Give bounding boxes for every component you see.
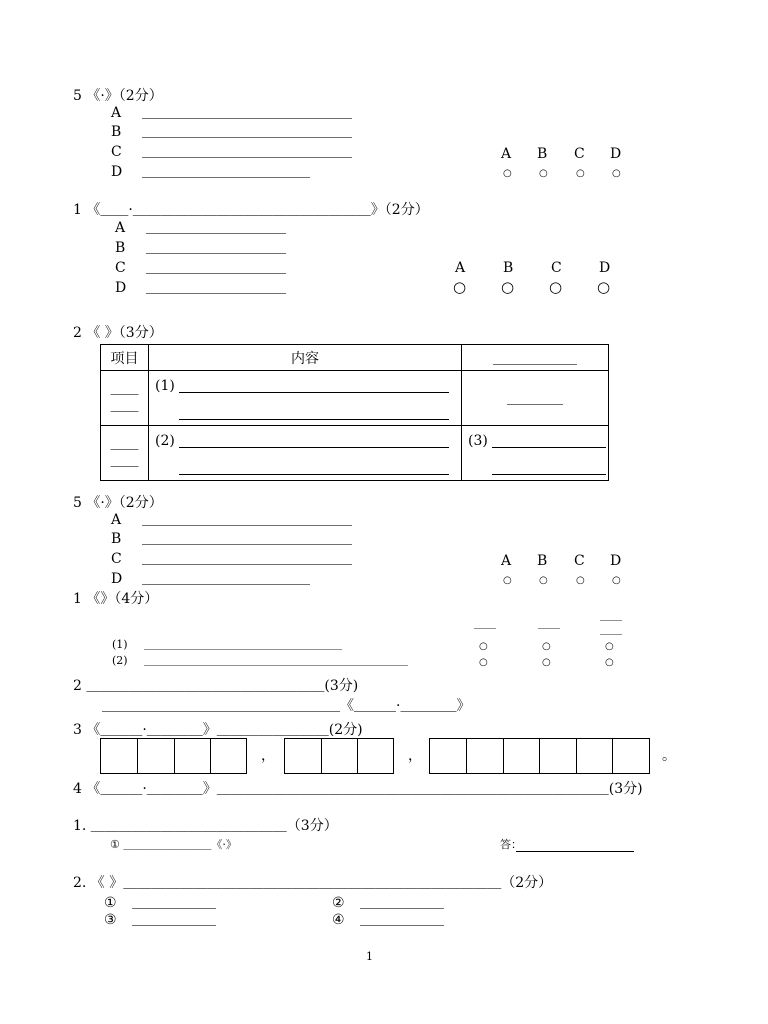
q2c-title: 2. 《 》＿＿＿＿＿＿＿＿＿＿＿＿＿＿＿＿＿＿＿＿＿＿＿＿＿＿＿（2分） <box>73 875 553 891</box>
q1a-answer-letter-a: A <box>455 260 466 276</box>
page-number: 1 <box>366 950 373 963</box>
q5a-option-a-letter: A <box>111 105 122 121</box>
q5b-option-d-letter: D <box>111 571 123 587</box>
q2b-line2: ＿＿＿＿＿＿＿＿＿＿＿＿＿＿＿＿＿《＿＿＿·＿＿＿＿》 <box>102 698 471 714</box>
q1a-option-a-text: ＿＿＿＿＿＿＿＿＿＿ <box>146 220 286 236</box>
q5a-option-c-letter: C <box>111 144 122 160</box>
q5a-option-b-letter: B <box>111 124 122 140</box>
q2-header-content: 内容 <box>149 345 462 371</box>
q3b-box-group-2[interactable] <box>284 738 394 774</box>
q1b-item1-radio-2[interactable]: ○ <box>542 641 551 652</box>
q5a-option-b-text: ＿＿＿＿＿＿＿＿＿＿＿＿＿＿＿ <box>142 124 352 140</box>
q2-header-item: 项目 <box>101 345 149 371</box>
q5b-radio-c[interactable]: ○ <box>576 575 585 586</box>
q1a-answer-letter-d: D <box>599 260 611 276</box>
q4b-title: 4 《＿＿＿·＿＿＿＿》＿＿＿＿＿＿＿＿＿＿＿＿＿＿＿＿＿＿＿＿＿＿＿＿＿＿＿＿(3分) <box>73 781 643 797</box>
q5a-answer-letter-c: C <box>574 146 585 162</box>
q2-row1-blank-2[interactable] <box>179 406 449 420</box>
q2c-option3-text: ＿＿＿＿＿＿ <box>132 912 216 928</box>
q3b-sep-2: ， <box>408 748 422 764</box>
q2c-option1-text: ＿＿＿＿＿＿ <box>132 895 216 911</box>
q5b-option-c-letter: C <box>111 551 122 567</box>
q1b-item1-num: (1) <box>112 638 128 651</box>
q2-answer-table <box>100 344 609 481</box>
q5a-radio-b[interactable]: ○ <box>539 168 548 179</box>
q5b-option-c-text: ＿＿＿＿＿＿＿＿＿＿＿＿＿＿＿ <box>142 551 352 567</box>
q5b-title: 5 《·》（2分） <box>73 495 163 511</box>
q1b-col-header-2: ＿＿ <box>538 617 560 630</box>
q3b-end: 。 <box>662 748 676 764</box>
q1b-item2-num: (2) <box>112 654 128 667</box>
q5a-radio-d[interactable]: ○ <box>612 168 621 179</box>
q1c-answer-blank[interactable] <box>516 838 634 852</box>
q5b-radio-d[interactable]: ○ <box>612 575 621 586</box>
q2c-option3-num: ③ <box>104 912 117 928</box>
q1a-radio-c[interactable]: ○ <box>549 278 563 296</box>
q2-row2-num: (2) <box>155 433 175 449</box>
q5a-title: 5 《·》（2分） <box>73 88 163 104</box>
q1a-option-d-text: ＿＿＿＿＿＿＿＿＿＿ <box>146 280 286 296</box>
q2c-option4-num: ④ <box>332 912 345 928</box>
q5a-answer-letter-d: D <box>610 146 622 162</box>
q5a-option-a-text: ＿＿＿＿＿＿＿＿＿＿＿＿＿＿＿ <box>142 105 352 121</box>
q1a-option-d-letter: D <box>115 280 127 296</box>
q5a-radio-a[interactable]: ○ <box>503 168 512 179</box>
q1a-title: 1 《＿＿·＿＿＿＿＿＿＿＿＿＿＿＿＿＿＿＿＿》（2分） <box>73 202 429 218</box>
q5b-answer-letter-c: C <box>574 553 585 569</box>
q2-table-title: 2 《 》（3分） <box>73 325 163 341</box>
q2b-line1: 2 ＿＿＿＿＿＿＿＿＿＿＿＿＿＿＿＿＿(3分) <box>73 678 359 694</box>
q2-row1-label: ＿＿＿＿ <box>101 371 149 426</box>
q5a-option-d-text: ＿＿＿＿＿＿＿＿＿＿＿＿ <box>142 164 310 180</box>
q1a-option-c-letter: C <box>115 260 126 276</box>
q5b-option-d-text: ＿＿＿＿＿＿＿＿＿＿＿＿ <box>142 571 310 587</box>
q5b-option-b-text: ＿＿＿＿＿＿＿＿＿＿＿＿＿＿＿ <box>142 531 352 547</box>
q2c-option1-num: ① <box>104 895 117 911</box>
q1c-title: 1. ＿＿＿＿＿＿＿＿＿＿＿＿＿＿（3分） <box>73 818 338 834</box>
q1a-answer-letter-c: C <box>551 260 562 276</box>
q5b-option-a-text: ＿＿＿＿＿＿＿＿＿＿＿＿＿＿＿ <box>142 512 352 528</box>
q1a-option-b-letter: B <box>115 240 126 256</box>
q5b-option-a-letter: A <box>111 512 122 528</box>
q1b-item2-text: ＿＿＿＿＿＿＿＿＿＿＿＿＿＿＿＿＿＿＿＿＿＿＿＿ <box>144 654 408 667</box>
q2-row1-blank-1[interactable] <box>179 379 449 393</box>
q5a-option-c-text: ＿＿＿＿＿＿＿＿＿＿＿＿＿＿＿ <box>142 144 352 160</box>
q1b-item2-radio-2[interactable]: ○ <box>542 657 551 668</box>
q1b-col-header-3: ＿＿ ＿＿ <box>600 609 622 636</box>
q5a-answer-letter-b: B <box>537 146 548 162</box>
q1a-radio-a[interactable]: ○ <box>453 278 467 296</box>
q5a-option-d-letter: D <box>111 164 123 180</box>
q1b-item1-radio-1[interactable]: ○ <box>479 641 488 652</box>
q3b-box-group-3[interactable] <box>429 738 650 774</box>
q5b-answer-letter-a: A <box>501 553 512 569</box>
q2-row1-right: ＿＿＿＿ <box>462 371 609 426</box>
q1b-title: 1 《》（4分） <box>73 591 159 607</box>
q2c-option2-text: ＿＿＿＿＿＿ <box>360 895 444 911</box>
q1b-item2-radio-3[interactable]: ○ <box>605 657 614 668</box>
q2c-option2-num: ② <box>332 895 345 911</box>
q5b-radio-a[interactable]: ○ <box>503 575 512 586</box>
q1a-option-c-text: ＿＿＿＿＿＿＿＿＿＿ <box>146 260 286 276</box>
q1a-option-b-text: ＿＿＿＿＿＿＿＿＿＿ <box>146 240 286 256</box>
q1a-answer-letter-b: B <box>503 260 514 276</box>
q2-row2-right-blank-2[interactable] <box>492 461 606 475</box>
q5a-answer-letter-a: A <box>501 146 512 162</box>
q2c-option4-text: ＿＿＿＿＿＿ <box>360 912 444 928</box>
q1b-col-header-1: ＿＿ <box>474 617 496 630</box>
q1b-item2-radio-1[interactable]: ○ <box>479 657 488 668</box>
q3b-sep-1: ， <box>261 748 275 764</box>
q2-row2-blank-1[interactable] <box>179 434 449 448</box>
q5a-radio-c[interactable]: ○ <box>576 168 585 179</box>
q2-row2-right-blank-1[interactable] <box>492 434 606 448</box>
q5b-radio-b[interactable]: ○ <box>539 575 548 586</box>
q2-row2-label: ＿＿＿＿ <box>101 426 149 481</box>
q5b-option-b-letter: B <box>111 531 122 547</box>
q1a-option-a-letter: A <box>115 220 126 236</box>
q1a-radio-b[interactable]: ○ <box>501 278 515 296</box>
q1a-radio-d[interactable]: ○ <box>597 278 611 296</box>
q3b-box-group-1[interactable] <box>100 738 247 774</box>
q2-row2-blank-2[interactable] <box>179 461 449 475</box>
q2-row2-right-num: (3) <box>468 433 488 449</box>
q1b-item1-text: ＿＿＿＿＿＿＿＿＿＿＿＿＿＿＿＿＿＿ <box>144 638 342 651</box>
q1b-item1-radio-3[interactable]: ○ <box>605 641 614 652</box>
q5b-answer-letter-b: B <box>537 553 548 569</box>
q2-row1-num: (1) <box>155 378 175 394</box>
q3b-title: 3 《＿＿＿·＿＿＿＿》＿＿＿＿＿＿＿＿(2分) <box>73 722 363 738</box>
q1c-sub: ① ＿＿＿＿＿＿＿＿《·》 <box>110 838 237 851</box>
q2-header-third: ＿＿＿＿＿＿ <box>462 345 609 371</box>
q1c-answer-label: 答： <box>500 838 522 851</box>
q5b-answer-letter-d: D <box>610 553 622 569</box>
